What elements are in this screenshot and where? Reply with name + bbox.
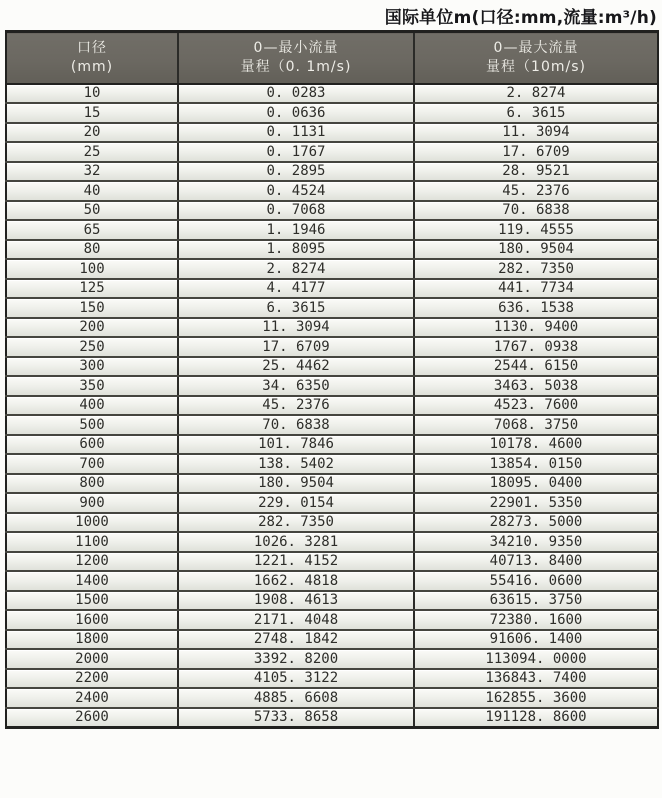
table-row [6, 240, 658, 260]
cell-diameter: 32 [6, 162, 178, 182]
cell-diameter: 1100 [6, 532, 178, 552]
table-row [6, 201, 658, 221]
table-row [6, 337, 658, 357]
table-row [6, 259, 658, 279]
cell-max-flow: 191128. 8600 [414, 708, 658, 728]
cell-max-flow: 72380. 1600 [414, 610, 658, 630]
cell-min-flow: 0. 1131 [178, 123, 414, 143]
cell-max-flow: 22901. 5350 [414, 493, 658, 513]
col-header-max-flow [414, 32, 658, 84]
cell-min-flow: 1662. 4818 [178, 571, 414, 591]
cell-max-flow: 45. 2376 [414, 181, 658, 201]
table-row [6, 513, 658, 533]
cell-min-flow: 2748. 1842 [178, 630, 414, 650]
col-header-diameter-line2: (mm) [70, 58, 114, 75]
cell-min-flow: 2. 8274 [178, 259, 414, 279]
title-bar [0, 0, 662, 30]
cell-max-flow: 40713. 8400 [414, 552, 658, 572]
cell-max-flow: 2. 8274 [414, 84, 658, 104]
table-row [6, 103, 658, 123]
cell-diameter: 350 [6, 376, 178, 396]
col-header-max-flow-line1: 0—最大流量 [493, 40, 579, 57]
cell-min-flow: 4885. 6608 [178, 688, 414, 708]
cell-diameter: 2400 [6, 688, 178, 708]
table-row [6, 610, 658, 630]
cell-diameter: 1000 [6, 513, 178, 533]
cell-diameter: 15 [6, 103, 178, 123]
table-row [6, 454, 658, 474]
cell-min-flow: 1026. 3281 [178, 532, 414, 552]
cell-max-flow: 2544. 6150 [414, 357, 658, 377]
cell-diameter: 150 [6, 298, 178, 318]
cell-max-flow: 28273. 5000 [414, 513, 658, 533]
cell-max-flow: 63615. 3750 [414, 591, 658, 611]
cell-diameter: 125 [6, 279, 178, 299]
cell-min-flow: 1. 8095 [178, 240, 414, 260]
cell-diameter: 500 [6, 415, 178, 435]
cell-min-flow: 229. 0154 [178, 493, 414, 513]
cell-diameter: 80 [6, 240, 178, 260]
cell-max-flow: 1767. 0938 [414, 337, 658, 357]
cell-min-flow: 2171. 4048 [178, 610, 414, 630]
table-row [6, 220, 658, 240]
cell-min-flow: 70. 6838 [178, 415, 414, 435]
cell-min-flow: 34. 6350 [178, 376, 414, 396]
cell-max-flow: 17. 6709 [414, 142, 658, 162]
cell-min-flow: 25. 4462 [178, 357, 414, 377]
cell-diameter: 1200 [6, 552, 178, 572]
cell-diameter: 10 [6, 84, 178, 104]
cell-min-flow: 11. 3094 [178, 318, 414, 338]
cell-min-flow: 5733. 8658 [178, 708, 414, 728]
cell-min-flow: 0. 2895 [178, 162, 414, 182]
cell-min-flow: 6. 3615 [178, 298, 414, 318]
cell-max-flow: 119. 4555 [414, 220, 658, 240]
table-row [6, 162, 658, 182]
cell-diameter: 1500 [6, 591, 178, 611]
table-row [6, 181, 658, 201]
col-header-diameter-line1: 口径 [77, 40, 107, 57]
cell-diameter: 1400 [6, 571, 178, 591]
cell-max-flow: 3463. 5038 [414, 376, 658, 396]
cell-max-flow: 1130. 9400 [414, 318, 658, 338]
table-row [6, 279, 658, 299]
table-row [6, 357, 658, 377]
table-row [6, 84, 658, 104]
table-row [6, 376, 658, 396]
col-header-min-flow-line1: 0—最小流量 [253, 40, 339, 57]
cell-diameter: 900 [6, 493, 178, 513]
col-header-min-flow-line2: 量程（0. 1m/s) [240, 58, 352, 75]
cell-min-flow: 4. 4177 [178, 279, 414, 299]
cell-min-flow: 180. 9504 [178, 474, 414, 494]
col-header-min-flow [178, 32, 414, 84]
cell-min-flow: 0. 0636 [178, 103, 414, 123]
cell-diameter: 400 [6, 396, 178, 416]
cell-max-flow: 13854. 0150 [414, 454, 658, 474]
cell-diameter: 65 [6, 220, 178, 240]
cell-max-flow: 4523. 7600 [414, 396, 658, 416]
col-header-max-flow-line2: 量程（10m/s) [486, 58, 586, 75]
cell-max-flow: 282. 7350 [414, 259, 658, 279]
table-row [6, 532, 658, 552]
cell-max-flow: 162855. 3600 [414, 688, 658, 708]
table-row [6, 552, 658, 572]
cell-max-flow: 55416. 0600 [414, 571, 658, 591]
cell-max-flow: 34210. 9350 [414, 532, 658, 552]
cell-diameter: 1800 [6, 630, 178, 650]
cell-min-flow: 0. 1767 [178, 142, 414, 162]
table-row [6, 298, 658, 318]
table-row [6, 142, 658, 162]
table-row [6, 474, 658, 494]
cell-max-flow: 180. 9504 [414, 240, 658, 260]
cell-max-flow: 6. 3615 [414, 103, 658, 123]
flow-range-table [5, 30, 659, 729]
table-row [6, 396, 658, 416]
cell-diameter: 600 [6, 435, 178, 455]
table-row [6, 493, 658, 513]
cell-diameter: 2000 [6, 649, 178, 669]
cell-max-flow: 10178. 4600 [414, 435, 658, 455]
table-row [6, 415, 658, 435]
page-title: 国际单位m(口径:mm,流量:m³/h) [384, 7, 657, 28]
table-body [6, 84, 658, 728]
header-row [6, 32, 658, 84]
cell-max-flow: 441. 7734 [414, 279, 658, 299]
cell-max-flow: 636. 1538 [414, 298, 658, 318]
cell-min-flow: 101. 7846 [178, 435, 414, 455]
cell-min-flow: 17. 6709 [178, 337, 414, 357]
cell-diameter: 25 [6, 142, 178, 162]
cell-min-flow: 282. 7350 [178, 513, 414, 533]
cell-diameter: 300 [6, 357, 178, 377]
cell-diameter: 200 [6, 318, 178, 338]
col-header-diameter [6, 32, 178, 84]
cell-diameter: 2600 [6, 708, 178, 728]
cell-min-flow: 138. 5402 [178, 454, 414, 474]
cell-max-flow: 70. 6838 [414, 201, 658, 221]
cell-min-flow: 1908. 4613 [178, 591, 414, 611]
cell-min-flow: 3392. 8200 [178, 649, 414, 669]
cell-max-flow: 113094. 0000 [414, 649, 658, 669]
table-row [6, 318, 658, 338]
cell-min-flow: 0. 7068 [178, 201, 414, 221]
table-row [6, 435, 658, 455]
table-row [6, 591, 658, 611]
cell-min-flow: 0. 4524 [178, 181, 414, 201]
cell-max-flow: 11. 3094 [414, 123, 658, 143]
cell-max-flow: 7068. 3750 [414, 415, 658, 435]
cell-diameter: 800 [6, 474, 178, 494]
cell-min-flow: 4105. 3122 [178, 669, 414, 689]
table-row [6, 571, 658, 591]
cell-diameter: 2200 [6, 669, 178, 689]
cell-diameter: 20 [6, 123, 178, 143]
table-row [6, 630, 658, 650]
cell-min-flow: 0. 0283 [178, 84, 414, 104]
cell-diameter: 40 [6, 181, 178, 201]
cell-diameter: 250 [6, 337, 178, 357]
table-row [6, 669, 658, 689]
cell-min-flow: 45. 2376 [178, 396, 414, 416]
cell-max-flow: 136843. 7400 [414, 669, 658, 689]
cell-diameter: 100 [6, 259, 178, 279]
cell-max-flow: 91606. 1400 [414, 630, 658, 650]
cell-diameter: 1600 [6, 610, 178, 630]
cell-min-flow: 1. 1946 [178, 220, 414, 240]
table-row [6, 649, 658, 669]
cell-max-flow: 18095. 0400 [414, 474, 658, 494]
cell-diameter: 50 [6, 201, 178, 221]
cell-diameter: 700 [6, 454, 178, 474]
table-row [6, 688, 658, 708]
cell-max-flow: 28. 9521 [414, 162, 658, 182]
cell-min-flow: 1221. 4152 [178, 552, 414, 572]
table-row [6, 123, 658, 143]
table-row [6, 708, 658, 728]
